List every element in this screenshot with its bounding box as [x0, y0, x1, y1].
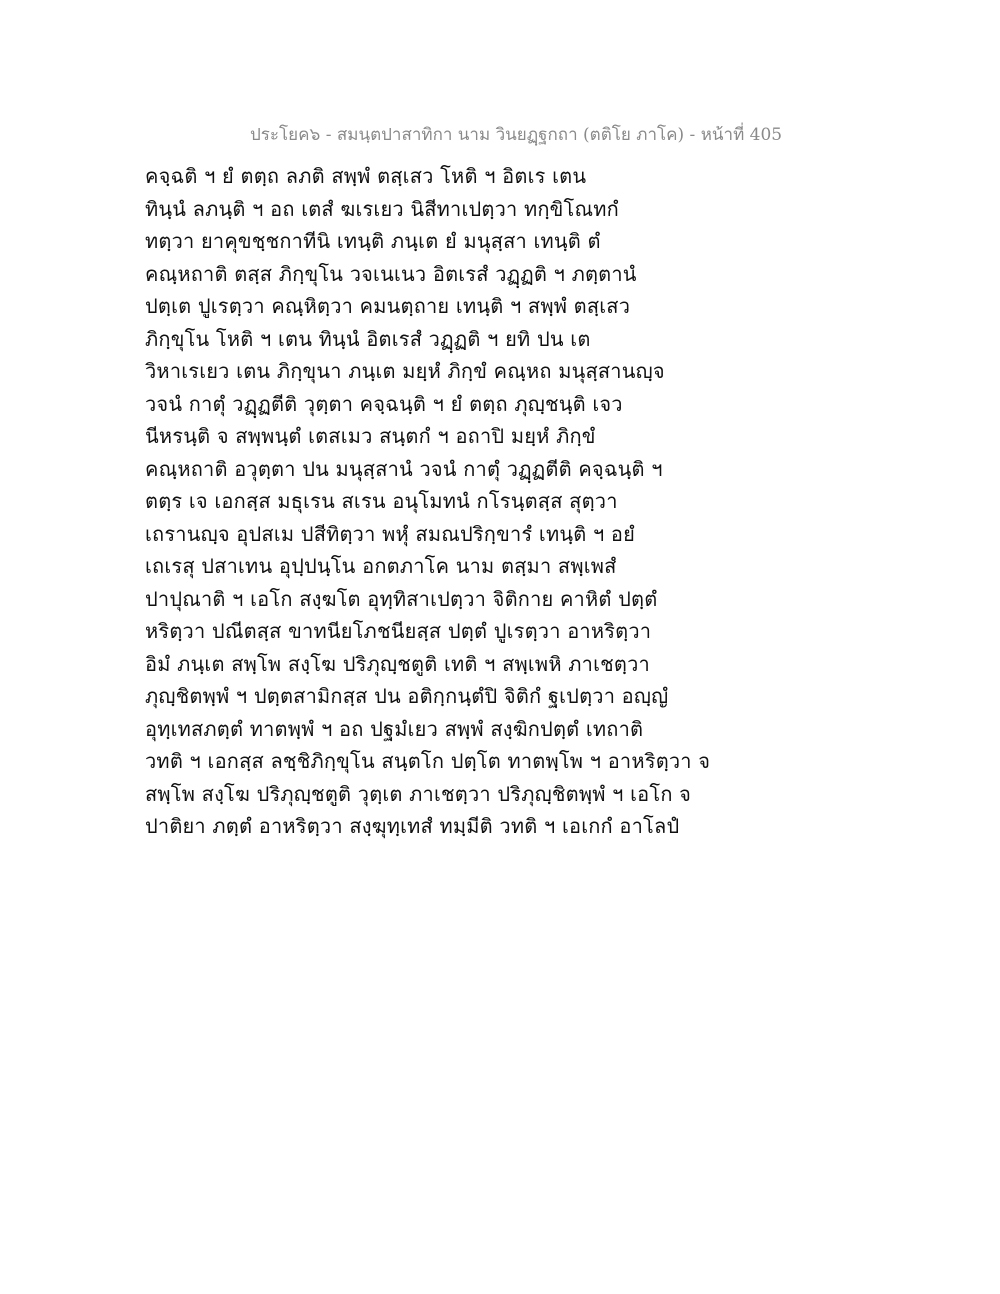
text-line: สพฺโพ สงฺโฆ ปริภุญฺชตูติ วุตฺเต ภาเชตฺวา ปริภุญฺชิตพฺพํ ฯ เอโก จ [145, 781, 692, 806]
text-line: ปาปุณาติ ฯ เอโก สงฺฆโต อุทฺทิสาเปตฺวา จิติกาย คาหิตํ ปตฺตํ [145, 586, 658, 611]
text-line: ภิกฺขุโน โหติ ฯ เตน ทินฺนํ อิตเรสํ วฏฺฏติ ฯ ยทิ ปน เต [145, 326, 591, 351]
text-line: ทตฺวา ยาคุขชฺชกาทีนิ เทนฺติ ภนฺเต ยํ มนุสฺสา เทนฺติ ตํ [145, 229, 601, 253]
text-line: นีหรนฺติ จ สพฺพนฺตํ เตสเมว สนฺตกํ ฯ อถาปิ มยฺหํ ภิกฺขํ [145, 424, 596, 448]
text-line: คจฺฉติ ฯ ยํ ตตฺถ ลภติ สพฺพํ ตสฺเสว โหติ ฯ อิตเร เตน [145, 164, 587, 188]
text-line: อิมํ ภนฺเต สพฺโพ สงฺโฆ ปริภุญฺชตูติ เทติ ฯ สพฺเพหิ ภาเชตฺวา [145, 651, 650, 676]
text-line: คณฺหถาติ อวุตฺตา ปน มนุสฺสานํ วจนํ กาตุํ วฏฺฏตีติ คจฺฉนฺติ ฯ [145, 456, 663, 481]
text-line: หริตฺวา ปณีตสฺส ขาทนียโภชนียสฺส ปตฺตํ ปูเรตฺวา อาหริตฺวา [145, 619, 652, 643]
text-line: วทติ ฯ เอกสฺส ลชฺชิภิกฺขุโน สนฺตโก ปตฺโต ทาตพฺโพ ฯ อาหริตฺวา จ [145, 749, 711, 773]
text-line: ปาติยา ภตฺตํ อาหริตฺวา สงฺฆุทฺเทสํ ทมฺมีติ วทติ ฯ เอเกกํ อาโลปํ [145, 814, 680, 838]
text-line: ทินฺนํ ลภนฺติ ฯ อถ เตสํ ฆเรเยว นิสีทาเปตฺวา ทกฺขิโณทกํ [145, 196, 619, 221]
text-line: วิหาเรเยว เตน ภิกฺขุนา ภนฺเต มยฺหํ ภิกฺขํ คณฺหถ มนุสฺสานญฺจ [145, 359, 665, 383]
text-line: เถเรสุ ปสาเทน อุปฺปนฺโน อกตภาโค นาม ตสฺมา สพฺเพสํ [145, 554, 617, 578]
text-line: ภุญฺชิตพฺพํ ฯ ปตฺตสามิกสฺส ปน อติกฺกนฺตํปิ จิติกํ ฐเปตฺวา อญฺญํ [145, 684, 669, 708]
text-line: ปตฺเต ปูเรตฺวา คณฺหิตฺวา คมนตฺถาย เทนฺติ ฯ สพฺพํ ตสฺเสว [145, 294, 631, 318]
text-line: เถรานญฺจ อุปสเม ปสีทิตฺวา พหุํ สมณปริกฺขารํ เทนฺติ ฯ อยํ [145, 521, 636, 546]
running-header: ประโยค๖ - สมนฺตปาสาทิกา นาม วินยฏฺฐกถา (ตติโย ภาโค) - หน้าที่ 405 [250, 125, 783, 145]
text-line: ตตฺร เจ เอกสฺส มธุเรน สเรน อนุโมทนํ กโรนฺตสฺส สุตฺวา [145, 489, 618, 513]
text-line: อุทฺเทสภตฺตํ ทาตพฺพํ ฯ อถ ปฐมํเยว สพฺพํ สงฺฆิกปตฺตํ เทถาติ [145, 716, 644, 741]
text-line: วจนํ กาตุํ วฏฺฏตีติ วุตฺตา คจฺฉนฺติ ฯ ยํ ตตฺถ ภุญฺชนฺติ เจว [145, 391, 623, 416]
body-text [145, 160, 865, 843]
text-line: คณฺหถาติ ตสฺส ภิกฺขุโน วจเนเนว อิตเรสํ วฏฺฏติ ฯ ภตฺตานํ [145, 261, 637, 286]
